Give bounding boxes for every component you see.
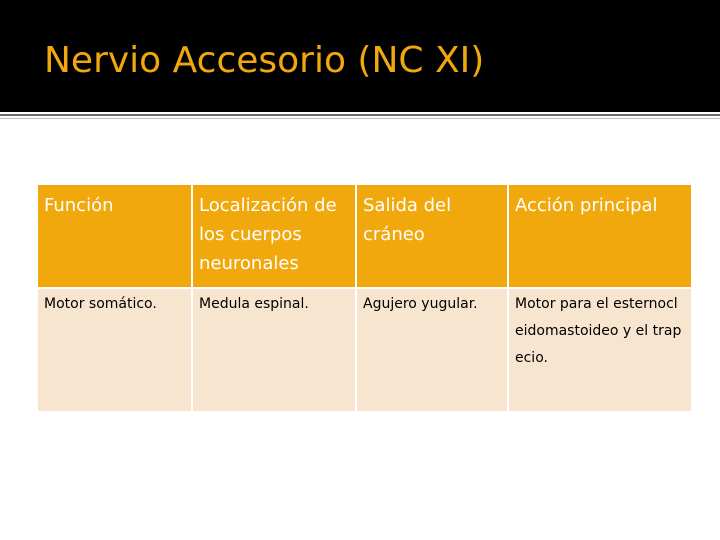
header-label: Salida del cráneo: [363, 195, 452, 245]
cell-value: Motor somático.: [44, 296, 157, 312]
cell-funcion: [37, 288, 192, 412]
title-bar: [0, 0, 720, 112]
header-accion: [508, 184, 692, 288]
header-salida: [356, 184, 508, 288]
header-localizacion: [192, 184, 356, 288]
cell-accion: [508, 288, 692, 412]
cell-value: Agujero yugular.: [363, 296, 478, 312]
nerve-table: [36, 183, 693, 413]
cell-salida: [356, 288, 508, 412]
title-divider: [0, 114, 720, 116]
cell-value: Motor para el esternocleidomastoideo y el trapecio.: [515, 296, 682, 366]
table-header-row: [37, 184, 692, 288]
table-row: [37, 288, 692, 412]
slide-title: Nervio Accesorio (NC XI): [44, 40, 485, 81]
header-funcion: [37, 184, 192, 288]
title-divider-thin: [0, 118, 720, 119]
cell-value: Medula espinal.: [199, 296, 309, 312]
cell-localizacion: [192, 288, 356, 412]
header-label: Función: [44, 195, 114, 216]
header-label: Acción principal: [515, 195, 658, 216]
header-label: Localización de los cuerpos neuronales: [199, 195, 337, 274]
